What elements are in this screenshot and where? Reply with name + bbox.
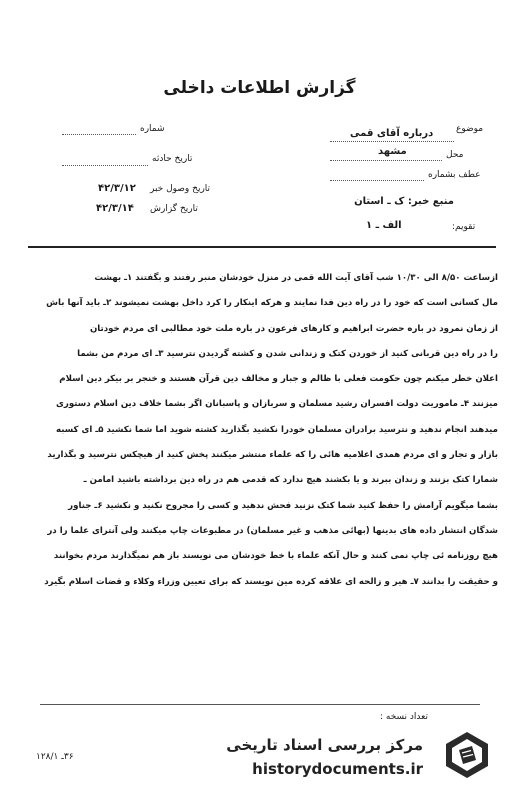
place-dotted-line bbox=[330, 160, 442, 161]
body-line: بشما میگویم آرامش را حفظ کنید شما کتک نزنید فحش ندهید و کسی را مجروح نکنید و نکشید ۶ـ جناور bbox=[68, 500, 498, 511]
body-line: شدگان انتشار داده های بدینها (بهائی مذهب و غیر مسلمان) در مطبوعات چاپ میکنند ولی آنترای علما را در bbox=[47, 525, 498, 536]
reference-dotted-line bbox=[330, 180, 424, 181]
body-line: را در راه دین قربانی کنید از خوردن کتک و زندانی شدن و کشته گردیدن نترسید ۳ـ ای مردم من بشما bbox=[77, 348, 498, 359]
subject-dotted-line bbox=[330, 141, 454, 142]
body-line: بازار و تجار و ای مردم همدی اعلامیه هائی را که علماء منتشر میکنند پخش کنید از هیچکس نترسید و بگذارید bbox=[47, 450, 498, 461]
body-line: و حقیقت را بدانند ۷ـ هیر و زالحه ای علاقه کرده مین نویسند که برای تعیین وزراء وکلاء و قضات اسلام بگیرد bbox=[44, 576, 498, 587]
reference-label: عطف بشماره bbox=[428, 170, 481, 180]
copies-label: تعداد نسخه : bbox=[380, 712, 429, 722]
number-dotted-line bbox=[62, 134, 136, 135]
evaluation-value: الف ـ ۱ bbox=[366, 220, 402, 231]
receipt-date-label: تاریخ وصول خبر bbox=[150, 184, 211, 194]
receipt-date-value: ۴۲/۳/۱۲ bbox=[98, 183, 136, 194]
subject-label: موضوع bbox=[456, 124, 484, 134]
place-label: محل bbox=[446, 150, 464, 160]
place-value: مشهد bbox=[378, 146, 407, 157]
number-label: شماره bbox=[140, 124, 165, 134]
subject-value: درباره آقای قمی bbox=[350, 128, 434, 139]
archive-logo-icon bbox=[442, 730, 492, 780]
evaluation-label: تقویم: bbox=[452, 222, 476, 232]
event-date-dotted-line bbox=[62, 165, 148, 166]
body-line: اعلان خطر میکنم چون حکومت فعلی با ظالم و جبار و مخالف دین قرآن هستند و خنجر بر بیکر دین اسلام bbox=[59, 374, 498, 385]
document-title: گزارش اطلاعات داخلی bbox=[163, 78, 356, 98]
body-line: هیچ روزنامه ئی چاپ نمی کنند و حال آنکه علماء با خط خودشان می نویسند باز هم نمیگذارند مردم بخوانند bbox=[53, 551, 498, 562]
page-number: ۳۶ـ ۱۲۸/۱ bbox=[36, 752, 74, 762]
report-date-label: تاریخ گزارش bbox=[150, 204, 198, 214]
body-line: ازساعت ۸/۵۰ الی ۱۰/۳۰ شب آقای آیت الله قمی در منزل خودشان منبر رفتند و بگفتند ۱ـ بهشت bbox=[94, 273, 498, 283]
body-line: مال کسانی است که خود را در راه دین فدا نمایند و هرکه اینکار را کرد داخل بهشت نمیشوند ۲ـ باید آنها باش bbox=[46, 298, 498, 309]
source-label: منبع خبر: ک ـ استان bbox=[354, 196, 454, 207]
body-line: میدهند انجام ندهید و نترسید برادران مسلمان خودرا نکشید بگذارید کشته شوید اما شما نکشید ۵ـ ای کسبه bbox=[56, 424, 498, 435]
body-line: شمارا کتک بزنند و زندان ببرند و یا بکشند هیچ ندارد که قدمی هم در راه دین برداشته باشید امامن ـ bbox=[83, 475, 498, 486]
event-date-label: تاریخ حادثه bbox=[152, 154, 193, 164]
footer-divider bbox=[40, 704, 480, 705]
archive-url[interactable]: historydocuments.ir bbox=[252, 760, 423, 778]
report-body bbox=[24, 266, 498, 595]
report-date-value: ۴۲/۳/۱۴ bbox=[96, 203, 134, 214]
header-divider bbox=[28, 246, 496, 248]
body-line: از زمان نمرود در باره حضرت ابراهیم و کارهای فرعون در باره ملت خود مطالبی ای مردم خودتان bbox=[89, 323, 498, 334]
archive-org-name: مرکز بررسی اسناد تاریخی bbox=[226, 736, 423, 754]
body-line: میزنند ۴ـ ماموریت دولت افسران رشید مسلمان و سربازان و پاسبانان اگر بشما خلاف دین اسلام دستوری bbox=[56, 399, 498, 410]
